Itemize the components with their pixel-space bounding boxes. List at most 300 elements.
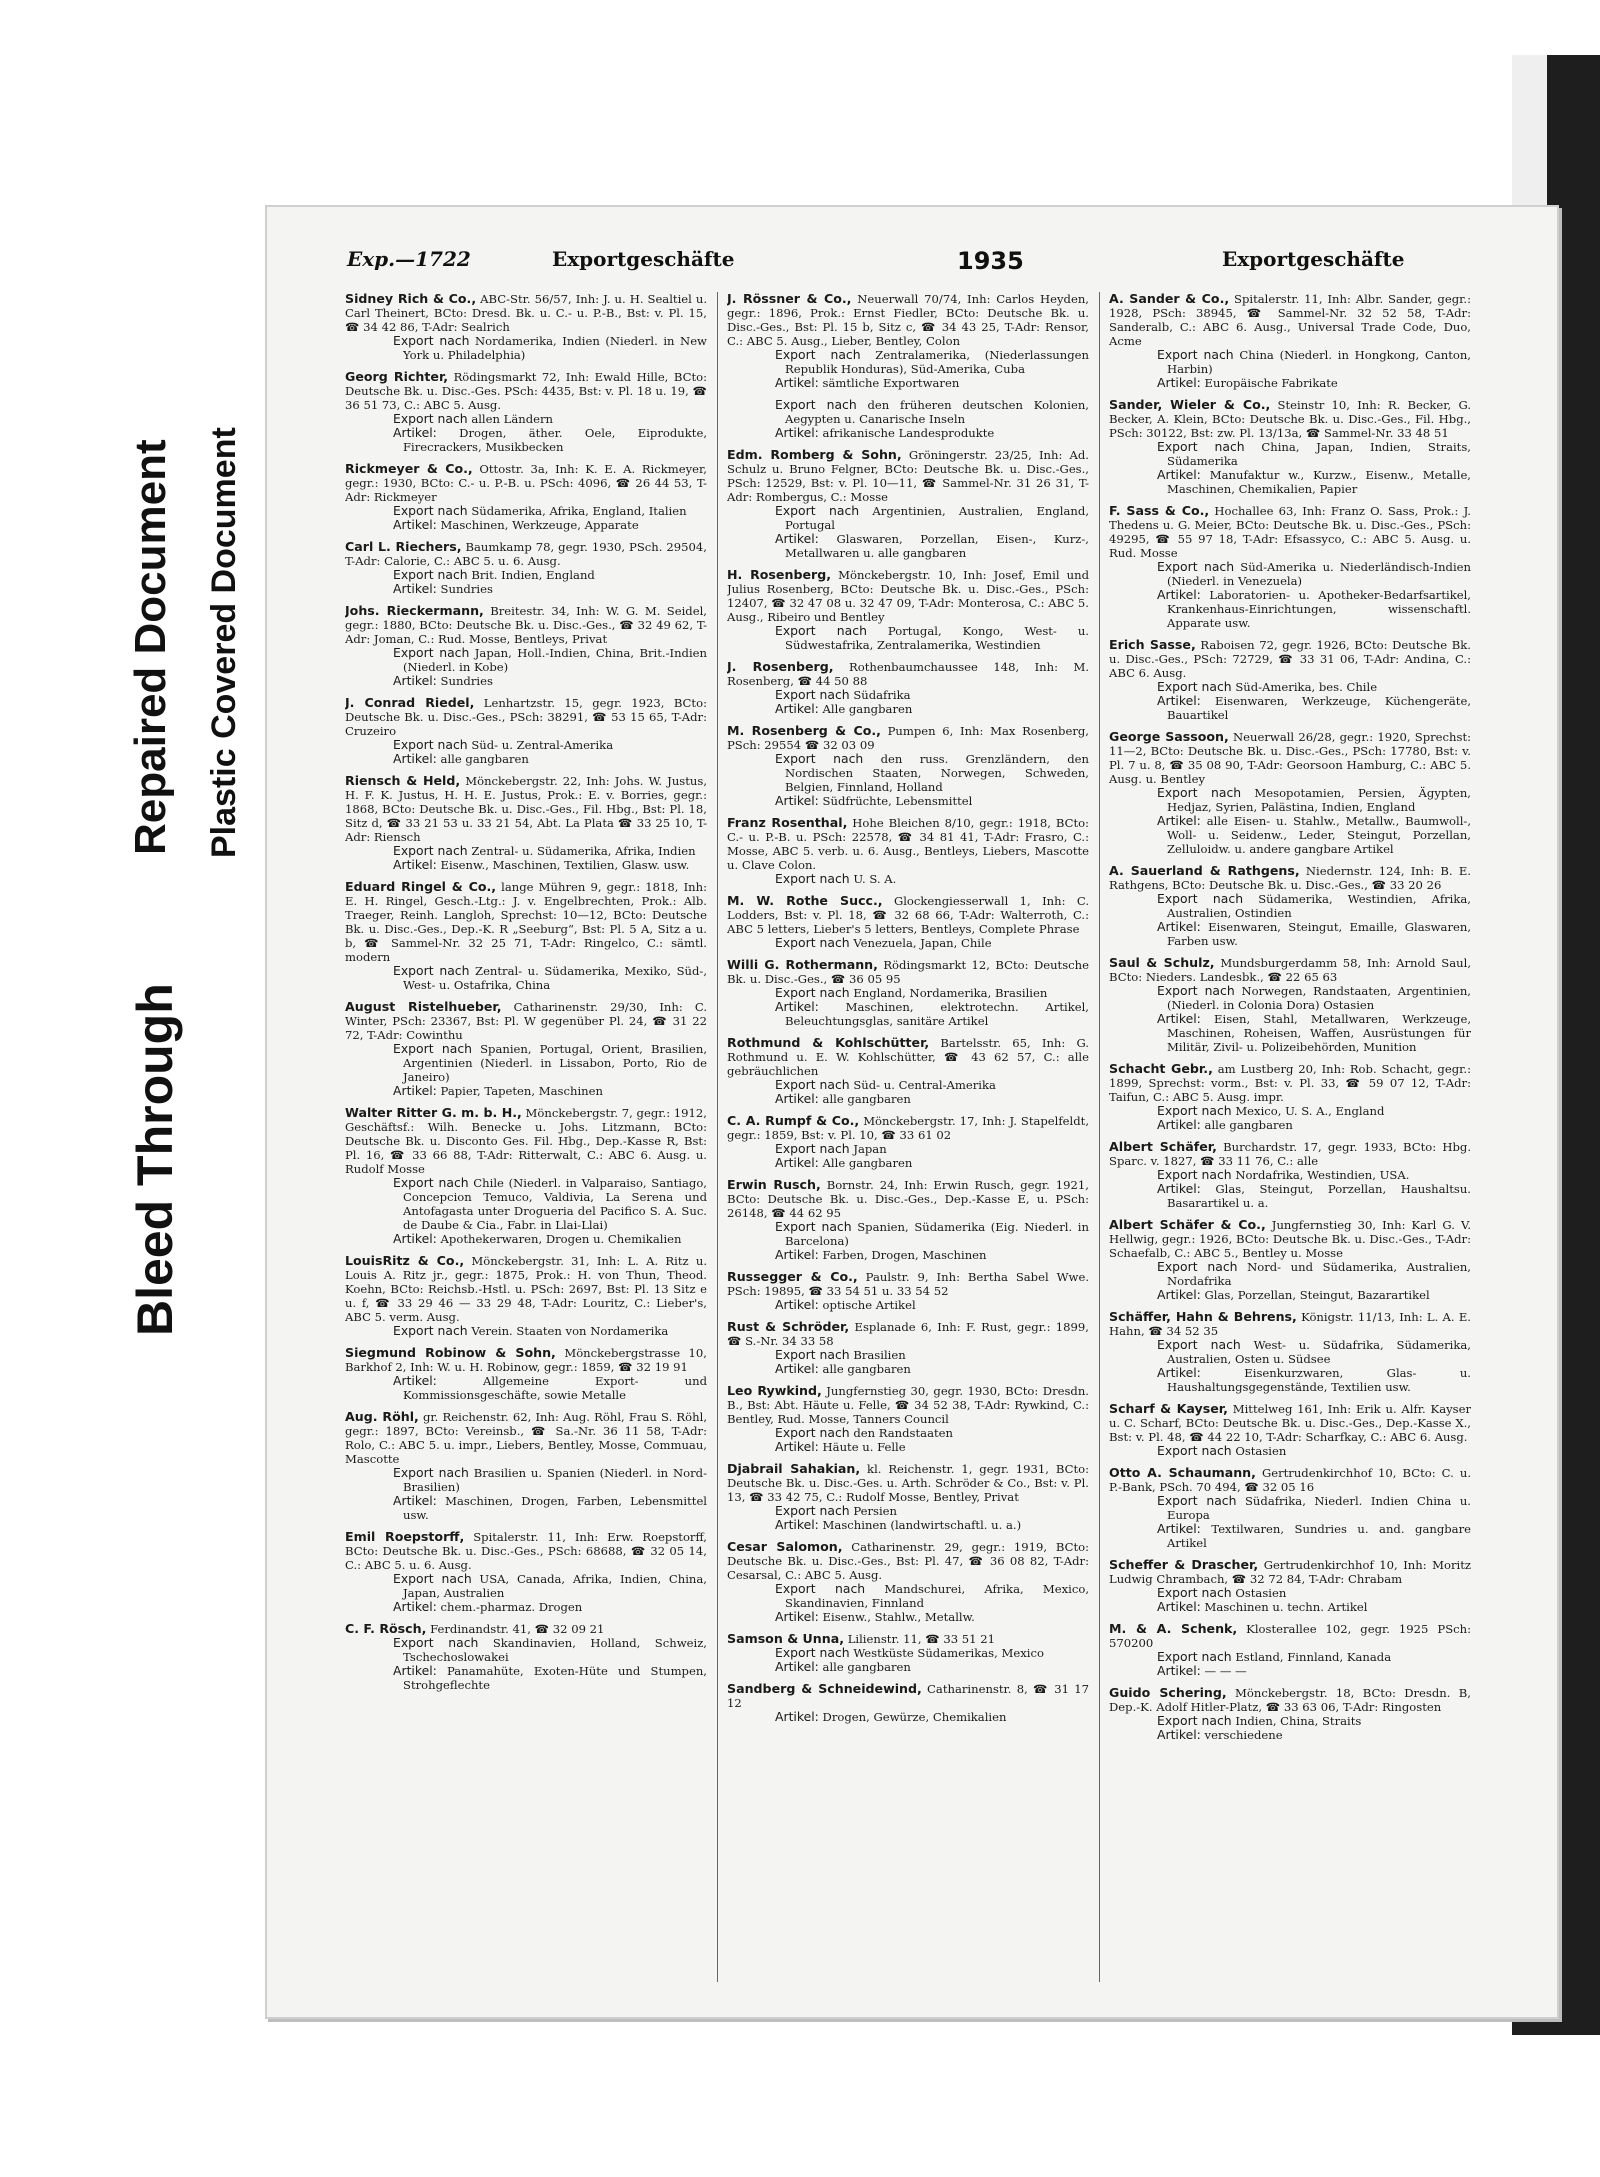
article-list: Glas, Steingut, Porzellan, Haushaltsu. Basarartikel u. a. bbox=[1167, 1182, 1471, 1210]
entry-header bbox=[1109, 1062, 1471, 1104]
entry-header bbox=[727, 1682, 1089, 1710]
entry-header bbox=[1109, 1402, 1471, 1444]
directory-entry bbox=[1109, 1466, 1471, 1550]
company-details: Mönckebergstr. 18, BCto: Dresdn. B, Dep.-K. Adolf Hitler-Platz, ☎ 33 63 06, T-Adr: Ringosten bbox=[1109, 1686, 1471, 1714]
company-details: Esplanade 6, Inh: F. Rust, gegr.: 1899, ☎ S.-Nr. 34 33 58 bbox=[727, 1320, 1089, 1348]
export-destinations: Südafrika bbox=[853, 688, 911, 702]
article-list: alle gangbaren bbox=[822, 1362, 911, 1376]
directory-entry bbox=[345, 696, 707, 766]
directory-page bbox=[265, 205, 1559, 2019]
article-list: Europäische Fabrikate bbox=[1204, 376, 1338, 390]
page-reference: Exp.—1722 bbox=[347, 247, 471, 271]
company-details: Gröningerstr. 23/25, Inh: Ad. Schulz u. Bruno Felgner, BCto: Deutsche Bk. u. Disc.-Ges., PSch: 12529, Bst: v. Pl. 10—11, ☎ Sammel-Nr. 31 26 31, T-Adr: Rombergus, C.: Mosse bbox=[727, 448, 1089, 504]
export-label: Export nach bbox=[1157, 1649, 1232, 1664]
export-label: Export nach bbox=[775, 623, 867, 638]
export-destinations-line bbox=[1119, 1104, 1471, 1118]
entry-header bbox=[345, 1000, 707, 1042]
company-details: Catharinenstr. 8, ☎ 31 17 12 bbox=[727, 1682, 1089, 1710]
entry-header bbox=[727, 1540, 1089, 1582]
export-destinations: Japan, Holl.-Indien, China, Brit.-Indien (Niederl. in Kobe) bbox=[403, 646, 707, 674]
entry-header bbox=[1109, 292, 1471, 348]
export-label: Export nach bbox=[393, 1041, 473, 1056]
company-name: Albert Schäfer, bbox=[1109, 1139, 1217, 1154]
article-list-line bbox=[1119, 694, 1471, 722]
artikel-label: Artikel: bbox=[775, 1091, 819, 1106]
entry-header bbox=[345, 1410, 707, 1466]
export-destinations: Persien bbox=[853, 1504, 897, 1518]
article-list: Manufaktur w., Kurzw., Eisenw., Metalle, Maschinen, Chemikalien, Papier bbox=[1167, 468, 1471, 496]
entry-header bbox=[1109, 1558, 1471, 1586]
export-destinations: Chile (Niederl. in Valparaiso, Santiago, Concepcion Temuco, Valdivia, La Serena und Antofagasta unter Drogueria del Pacifico S. A. Suc. de Daube & Cia., Fabr. in Llai-Llai) bbox=[403, 1176, 707, 1232]
export-label: Export nach bbox=[1157, 1337, 1241, 1352]
directory-entry bbox=[345, 1410, 707, 1522]
company-name: Rust & Schröder, bbox=[727, 1319, 850, 1334]
company-details: Hochallee 63, Inh: Franz O. Sass, Prok.: J. Thedens u. G. Meier, BCto: Deutsche Bk. u. Disc.-Ges., PSch: 49295, ☎ 55 97 18, T-Adr: Efsassyco, C.: ABC 5. Ausg. u. Rud. Mosse bbox=[1109, 504, 1471, 560]
export-destinations: Estland, Finnland, Kanada bbox=[1235, 1650, 1392, 1664]
company-details: Klosterallee 102, gegr. 1925 PSch: 570200 bbox=[1109, 1622, 1471, 1650]
export-label: Export nach bbox=[1157, 1713, 1232, 1728]
article-list: verschiedene bbox=[1204, 1728, 1283, 1742]
article-list-line bbox=[737, 1440, 1089, 1454]
artikel-label: Artikel: bbox=[393, 857, 437, 872]
entry-header bbox=[727, 958, 1089, 986]
entry-header bbox=[345, 1622, 707, 1636]
company-name: Schäffer, Hahn & Behrens, bbox=[1109, 1309, 1297, 1324]
export-destinations: Nordafrika, Westindien, USA. bbox=[1235, 1168, 1410, 1182]
repaired-document-label: Repaired Document bbox=[126, 439, 175, 855]
company-details: Ottostr. 3a, Inh: K. E. A. Rickmeyer, gegr.: 1930, BCto: C.- u. P.-B. u. PSch: 4096, ☎ 26 44 53, T-Adr: Rickmeyer bbox=[345, 462, 707, 504]
article-list-line bbox=[355, 858, 707, 872]
export-label: Export nach bbox=[1157, 1493, 1237, 1508]
company-name: J. Rössner & Co., bbox=[727, 292, 852, 306]
article-list: optische Artikel bbox=[822, 1298, 916, 1312]
export-destinations-line bbox=[355, 1466, 707, 1494]
article-list-line bbox=[1119, 468, 1471, 496]
artikel-label: Artikel: bbox=[1157, 813, 1201, 828]
article-list-line bbox=[1119, 1600, 1471, 1614]
directory-entry bbox=[345, 1106, 707, 1246]
article-list-line bbox=[355, 1600, 707, 1614]
artikel-label: Artikel: bbox=[1157, 1365, 1201, 1380]
company-details: Niedernstr. 124, Inh: B. E. Rathgens, BCto: Deutsche Bk. u. Disc.-Ges., ☎ 33 20 26 bbox=[1109, 864, 1471, 892]
article-list: Allgemeine Export- und Kommissionsgeschäfte, sowie Metalle bbox=[403, 1374, 707, 1402]
company-details: Jungfernstieg 30, Inh: Karl G. V. Hellwig, gegr.: 1926, BCto: Deutsche Bk. u. Disc.-Ges., T-Adr: Schaefalb, C.: ABC 5., Bentley u. Mosse bbox=[1109, 1218, 1471, 1260]
export-destinations: Venezuela, Japan, Chile bbox=[853, 936, 992, 950]
company-name: Guido Schering, bbox=[1109, 1685, 1227, 1700]
company-name: Willi G. Rothermann, bbox=[727, 957, 878, 972]
directory-entry bbox=[727, 1682, 1089, 1724]
article-list: alle gangbaren bbox=[1204, 1118, 1293, 1132]
export-label: Export nach bbox=[775, 687, 850, 702]
directory-entry bbox=[345, 880, 707, 992]
company-name: Rickmeyer & Co., bbox=[345, 461, 473, 476]
article-list-line bbox=[1119, 814, 1471, 856]
company-name: Eduard Ringel & Co., bbox=[345, 879, 497, 894]
artikel-label: Artikel: bbox=[775, 999, 819, 1014]
entry-header bbox=[1109, 1622, 1471, 1650]
directory-entry bbox=[1109, 730, 1471, 856]
entry-header bbox=[1109, 1466, 1471, 1494]
export-destinations-line bbox=[355, 844, 707, 858]
export-destinations-line bbox=[1119, 1260, 1471, 1288]
export-label: Export nach bbox=[393, 333, 470, 348]
export-destinations-line bbox=[737, 1646, 1089, 1660]
export-destinations: den russ. Grenzländern, den Nordischen Staaten, Norwegen, Schweden, Belgien, Finnland, Holland bbox=[785, 752, 1089, 794]
article-list: Glaswaren, Porzellan, Eisen-, Kurz-, Metallwaren u. alle gangbaren bbox=[785, 532, 1089, 560]
company-name: Samson & Unna, bbox=[727, 1631, 844, 1646]
entry-header bbox=[727, 1462, 1089, 1504]
entry-columns bbox=[345, 292, 1490, 1992]
export-destinations: England, Nordamerika, Brasilien bbox=[853, 986, 1048, 1000]
company-name: Siegmund Robinow & Sohn, bbox=[345, 1345, 556, 1360]
directory-entry bbox=[1109, 956, 1471, 1054]
company-details: Mundsburgerdamm 58, Inh: Arnold Saul, BCto: Nieders. Landesbk., ☎ 22 65 63 bbox=[1109, 956, 1471, 984]
artikel-label: Artikel: bbox=[1157, 587, 1201, 602]
artikel-label: Artikel: bbox=[775, 1439, 819, 1454]
directory-entry bbox=[727, 1384, 1089, 1454]
entry-header bbox=[727, 1320, 1089, 1348]
entry-header bbox=[727, 1114, 1089, 1142]
company-details: Mönckebergstr. 7, gegr.: 1912, Geschäftsf.: Wilh. Benecke u. Johs. Litzmann, BCto: Deutsche Bk. u. Disconto Ges. Fil. Hbg., Dep.-Kasse R, Bst: Pl. 16, ☎ 33 66 88, T-Adr: Ritterwalt, C.: ABC 6. Ausg. u. Rudolf Mosse bbox=[345, 1106, 707, 1176]
export-destinations-line bbox=[355, 1042, 707, 1084]
company-details: Mönckebergstr. 10, Inh: Josef, Emil und Julius Rosenberg, BCto: Deutsche Bk. u. Disc.-Ges., PSch: 12407, ☎ 32 47 08 u. 32 47 09, T-Adr: Monterosa, C.: ABC 5. Ausg., Ribeiro und Bentley bbox=[727, 568, 1089, 624]
article-list-line bbox=[737, 1518, 1089, 1532]
company-details: Catharinenstr. 29, gegr.: 1919, BCto: Deutsche Bk. u. Disc.-Ges., Bst: Pl. 47, ☎ 36 08 82, T-Adr: Cesarsal, C.: ABC 5. Ausg. bbox=[727, 1540, 1089, 1582]
company-name: Georg Richter, bbox=[345, 369, 449, 384]
directory-entry bbox=[345, 1346, 707, 1402]
artikel-label: Artikel: bbox=[393, 517, 437, 532]
article-list: chem.-pharmaz. Drogen bbox=[440, 1600, 583, 1614]
entry-header bbox=[1109, 504, 1471, 560]
export-label: Export nach bbox=[393, 1571, 472, 1586]
company-name: Otto A. Schaumann, bbox=[1109, 1465, 1256, 1480]
artikel-label: Artikel: bbox=[1157, 1599, 1201, 1614]
directory-entry bbox=[345, 1530, 707, 1614]
section-title-right: Exportgeschäfte bbox=[1222, 247, 1405, 271]
artikel-label: Artikel: bbox=[393, 1083, 437, 1098]
export-destinations: Japan bbox=[853, 1142, 887, 1156]
directory-entry bbox=[727, 1540, 1089, 1624]
company-details: Gertrudenkirchhof 10, BCto: C. u. P.-Bank, PSch. 70 494, ☎ 32 05 16 bbox=[1109, 1466, 1471, 1494]
article-list-line bbox=[1119, 1728, 1471, 1742]
year-heading: 1935 bbox=[957, 247, 1024, 275]
artikel-label: Artikel: bbox=[1157, 1663, 1201, 1678]
company-details: Bornstr. 24, Inh: Erwin Rusch, gegr. 1921, BCto: Deutsche Bk. u. Disc.-Ges., Dep.-Kasse E, u. PSch: 26148, ☎ 44 62 95 bbox=[727, 1178, 1089, 1220]
export-destinations: Zentral- u. Südamerika, Afrika, Indien bbox=[471, 844, 696, 858]
company-name: J. Conrad Riedel, bbox=[345, 695, 475, 710]
company-details: Ferdinandstr. 41, ☎ 32 09 21 bbox=[430, 1622, 605, 1636]
directory-entry bbox=[1109, 1218, 1471, 1302]
company-details: Lilienstr. 11, ☎ 33 51 21 bbox=[847, 1632, 995, 1646]
article-list: Drogen, Gewürze, Chemikalien bbox=[822, 1710, 1007, 1724]
article-list: — — — bbox=[1204, 1664, 1247, 1678]
section-title-left: Exportgeschäfte bbox=[552, 247, 735, 271]
scan-frame-tab bbox=[1512, 55, 1547, 205]
artikel-label: Artikel: bbox=[775, 1155, 819, 1170]
export-destinations-line bbox=[355, 738, 707, 752]
article-list-line bbox=[1119, 1182, 1471, 1210]
export-destinations-line bbox=[1119, 1168, 1471, 1182]
article-list: Maschinen, Werkzeuge, Apparate bbox=[440, 518, 639, 532]
company-name: Cesar Salomon, bbox=[727, 1539, 843, 1554]
artikel-label: Artikel: bbox=[393, 1231, 437, 1246]
article-list: Eisenwaren, Werkzeuge, Küchengeräte, Bauartikel bbox=[1167, 694, 1471, 722]
export-destinations-line bbox=[737, 688, 1089, 702]
export-destinations-line bbox=[355, 964, 707, 992]
artikel-label: Artikel: bbox=[393, 1599, 437, 1614]
export-destinations: Süd- u. Zentral-Amerika bbox=[471, 738, 614, 752]
company-name: Sandberg & Schneidewind, bbox=[727, 1681, 922, 1696]
article-list-line bbox=[737, 532, 1089, 560]
entry-header bbox=[345, 292, 707, 334]
directory-entry bbox=[345, 1000, 707, 1098]
export-destinations-line bbox=[1119, 680, 1471, 694]
entry-header bbox=[345, 1106, 707, 1176]
artikel-label: Artikel: bbox=[1157, 1117, 1201, 1132]
export-label: Export nach bbox=[775, 935, 850, 950]
artikel-label: Artikel: bbox=[775, 701, 819, 716]
entry-header bbox=[727, 1036, 1089, 1078]
company-details: Königstr. 11/13, Inh: L. A. E. Hahn, ☎ 34 52 35 bbox=[1109, 1310, 1471, 1338]
directory-entry bbox=[1109, 504, 1471, 630]
company-details: Mönckebergstr. 17, Inh: J. Stapelfeldt, gegr.: 1859, Bst: v. Pl. 10, ☎ 33 61 02 bbox=[727, 1114, 1089, 1142]
export-destinations-line bbox=[1119, 984, 1471, 1012]
entry-header bbox=[727, 448, 1089, 504]
export-destinations: Brasilien u. Spanien (Niederl. in Nord-Brasilien) bbox=[403, 1466, 707, 1494]
artikel-label: Artikel: bbox=[775, 1361, 819, 1376]
article-list: alle gangbaren bbox=[440, 752, 529, 766]
export-destinations-line bbox=[1119, 1650, 1471, 1664]
entry-header bbox=[727, 1384, 1089, 1426]
export-destinations: U. S. A. bbox=[853, 872, 897, 886]
directory-entry bbox=[727, 398, 1089, 440]
company-name: Saul & Schulz, bbox=[1109, 955, 1215, 970]
export-destinations-line bbox=[1119, 560, 1471, 588]
article-list-line bbox=[737, 702, 1089, 716]
article-list: Drogen, äther. Oele, Eiprodukte, Firecrackers, Musikbecken bbox=[403, 426, 707, 454]
article-list: Maschinen (landwirtschaftl. u. a.) bbox=[822, 1518, 1022, 1532]
directory-entry bbox=[1109, 398, 1471, 496]
company-name: Leo Rywkind, bbox=[727, 1383, 822, 1398]
directory-entry bbox=[727, 1270, 1089, 1312]
article-list: alle Eisen- u. Stahlw., Metallw., Baumwoll-, Woll- u. Seidenw., Leder, Steingut, Porzellan, Zelluloidw. u. andere gangbare Artikel bbox=[1167, 814, 1471, 856]
artikel-label: Artikel: bbox=[1157, 1287, 1201, 1302]
export-destinations-line bbox=[737, 1220, 1089, 1248]
entry-header bbox=[1109, 1218, 1471, 1260]
company-details: Steinstr 10, Inh: R. Becker, G. Becker, A. Klein, BCto: Deutsche Bk. u. Disc.-Ges., Fil. Hbg., PSch: 30122, Bst: zw. Pl. 13/13a, ☎ Sammel-Nr. 33 48 51 bbox=[1109, 398, 1471, 440]
company-details: Mönckebergstr. 31, Inh: L. A. Ritz u. Louis A. Ritz jr., gegr.: 1875, Prok.: H. von Thun, Theod. Koehn, BCto: Reichsb.-Hstl. u. PSch: 2697, Bst: Pl. 13 Sitz e u. f, ☎ 33 29 46 — 33 29 48, T-Adr: Louritz, C.: Lieber's, ABC 5. verm. Ausg. bbox=[345, 1254, 707, 1324]
article-list: alle gangbaren bbox=[822, 1660, 911, 1674]
export-destinations: Nord- und Südamerika, Australien, Nordafrika bbox=[1167, 1260, 1471, 1288]
company-details: Catharinenstr. 29/30, Inh: C. Winter, PSch: 23367, Bst: Pl. W gegenüber Pl. 24, ☎ 31 22 72, T-Adr: Cowinthu bbox=[345, 1000, 707, 1042]
company-name: Emil Roepstorff, bbox=[345, 1529, 465, 1544]
directory-entry bbox=[345, 462, 707, 532]
entry-header bbox=[345, 370, 707, 412]
export-destinations-line bbox=[355, 568, 707, 582]
entry-header bbox=[345, 604, 707, 646]
export-destinations: Argentinien, Australien, England, Portugal bbox=[785, 504, 1089, 532]
entry-header bbox=[1109, 638, 1471, 680]
company-details: Rödingsmarkt 12, BCto: Deutsche Bk. u. Disc.-Ges., ☎ 36 05 95 bbox=[727, 958, 1089, 986]
entry-header bbox=[1109, 1140, 1471, 1168]
article-list-line bbox=[737, 1298, 1089, 1312]
company-details: Hohe Bleichen 8/10, gegr.: 1918, BCto: C.- u. P.-B. u. PSch: 22578, ☎ 34 81 41, T-Adr: Frasro, C.: Mosse, ABC 5. verb. u. 6. Ausg., Bentleys, Liebers, Mascotte u. Clave Colon. bbox=[727, 816, 1089, 872]
export-label: Export nach bbox=[393, 737, 468, 752]
article-list-line bbox=[737, 794, 1089, 808]
export-destinations-line bbox=[1119, 786, 1471, 814]
page-header bbox=[347, 247, 1487, 283]
directory-entry bbox=[727, 1320, 1089, 1376]
article-list: alle gangbaren bbox=[822, 1092, 911, 1106]
article-list-line bbox=[355, 1084, 707, 1098]
company-name: Johs. Rieckermann, bbox=[345, 603, 484, 618]
export-destinations: Brit. Indien, England bbox=[471, 568, 595, 582]
article-list-line bbox=[737, 1000, 1089, 1028]
article-list: Südfrüchte, Lebensmittel bbox=[822, 794, 973, 808]
directory-entry bbox=[1109, 1062, 1471, 1132]
directory-entry bbox=[345, 292, 707, 362]
article-list-line bbox=[737, 1362, 1089, 1376]
export-label: Export nach bbox=[1157, 439, 1245, 454]
company-name: Sidney Rich & Co., bbox=[345, 292, 477, 306]
company-details: Glockengiesserwall 1, Inh: C. Lodders, Bst: v. Pl. 18, ☎ 32 68 66, T-Adr: Walterroth, C.: ABC 5 letters, Lieber's 5 letters, Bentleys, Complete Phrase bbox=[727, 894, 1089, 936]
column-2 bbox=[727, 292, 1089, 1992]
export-destinations-line bbox=[1119, 1444, 1471, 1458]
export-destinations: Mexico, U. S. A., England bbox=[1235, 1104, 1385, 1118]
entry-header bbox=[727, 1178, 1089, 1220]
export-destinations-line bbox=[1119, 1338, 1471, 1366]
directory-entry bbox=[727, 1462, 1089, 1532]
export-destinations-line bbox=[355, 1324, 707, 1338]
export-label: Export nach bbox=[775, 871, 850, 886]
export-destinations-line bbox=[1119, 1494, 1471, 1522]
article-list: Maschinen, elektrotechn. Artikel, Beleuchtungsglas, sanitäre Artikel bbox=[785, 1000, 1089, 1028]
export-destinations: Südamerika, Westindien, Afrika, Australien, Ostindien bbox=[1167, 892, 1471, 920]
export-destinations: USA, Canada, Afrika, Indien, China, Japan, Australien bbox=[403, 1572, 707, 1600]
export-destinations-line bbox=[355, 1176, 707, 1232]
article-list-line bbox=[737, 1710, 1089, 1724]
export-destinations: Portugal, Kongo, West- u. Südwestafrika, Zentralamerika, Westindien bbox=[785, 624, 1089, 652]
export-destinations-line bbox=[355, 1572, 707, 1600]
company-details: ABC-Str. 56/57, Inh: J. u. H. Sealtiel u. Carl Theinert, BCto: Dresd. Bk. u. C.- u. P.-B., Bst: v. Pl. 15, ☎ 34 42 86, T-Adr: Sealrich bbox=[345, 292, 707, 334]
export-label: Export nach bbox=[775, 347, 861, 362]
company-name: Erich Sasse, bbox=[1109, 637, 1196, 652]
article-list-line bbox=[737, 1660, 1089, 1674]
artikel-label: Artikel: bbox=[775, 1297, 819, 1312]
company-details: Spitalerstr. 11, Inh: Erw. Roepstorff, BCto: Deutsche Bk. u. Disc.-Ges., PSch: 68688, ☎ 32 05 14, C.: ABC 5. u. 6. Ausg. bbox=[345, 1530, 707, 1572]
artikel-label: Artikel: bbox=[393, 581, 437, 596]
artikel-label: Artikel: bbox=[775, 531, 819, 546]
article-list-line bbox=[1119, 920, 1471, 948]
artikel-label: Artikel: bbox=[775, 375, 819, 390]
company-name: J. Rosenberg, bbox=[727, 659, 834, 674]
export-label: Export nach bbox=[775, 1141, 850, 1156]
company-details: Baumkamp 78, gegr. 1930, PSch. 29504, T-Adr: Calorie, C.: ABC 5. u. 6. Ausg. bbox=[345, 540, 707, 568]
company-details: Mönckebergstrasse 10, Barkhof 2, Inh: W. u. H. Robinow, gegr.: 1859, ☎ 32 19 91 bbox=[345, 1346, 707, 1374]
export-label: Export nach bbox=[775, 503, 860, 518]
company-name: F. Sass & Co., bbox=[1109, 503, 1210, 518]
export-destinations-line bbox=[737, 624, 1089, 652]
export-destinations-line bbox=[355, 504, 707, 518]
company-details: Lenhartzstr. 15, gegr. 1923, BCto: Deutsche Bk. u. Disc.-Ges., PSch: 38291, ☎ 53 15 65, T-Adr: Cruzeiro bbox=[345, 696, 707, 738]
company-details: Spitalerstr. 11, Inh: Albr. Sander, gegr.: 1928, PSch: 38945, ☎ Sammel-Nr. 32 52 58, T-Adr: Sanderalb, C.: ABC 6. Ausg., Universal Trade Code, Duo, Acme bbox=[1109, 292, 1471, 348]
export-destinations-line bbox=[737, 398, 1089, 426]
entry-header bbox=[345, 696, 707, 738]
company-details: gr. Reichenstr. 62, Inh: Aug. Röhl, Frau S. Röhl, gegr.: 1897, BCto: Vereinsb., ☎ Sa.-Nr. 36 11 58, T-Adr: Rolo, C.: ABC 5. u. impr., Liebers, Bentley, Mosse, Commuau, Mascotte bbox=[345, 1410, 707, 1466]
export-label: Export nach bbox=[1157, 559, 1235, 574]
article-list-line bbox=[355, 582, 707, 596]
company-name: Russegger & Co., bbox=[727, 1269, 858, 1284]
company-name: Walter Ritter G. m. b. H., bbox=[345, 1105, 522, 1120]
export-destinations-line bbox=[737, 1426, 1089, 1440]
company-name: Schacht Gebr., bbox=[1109, 1061, 1213, 1076]
artikel-label: Artikel: bbox=[1157, 467, 1201, 482]
directory-entry bbox=[727, 660, 1089, 716]
artikel-label: Artikel: bbox=[775, 1247, 819, 1262]
article-list-line bbox=[355, 1494, 707, 1522]
export-label: Export nach bbox=[775, 1077, 850, 1092]
artikel-label: Artikel: bbox=[775, 1517, 819, 1532]
directory-entry bbox=[1109, 1686, 1471, 1742]
entry-header bbox=[1109, 398, 1471, 440]
bleed-through-label: Bleed Through bbox=[127, 983, 183, 1336]
company-details: lange Mühren 9, gegr.: 1818, Inh: E. H. Ringel, Gesch.-Ltg.: J. v. Engelbrechten, Prok.: Alb. Traeger, Reinh. Langloh, Sprechst: 10—12, BCto: Deutsche Bk. u. Disc.-Ges., Dep.-K. R „Seeburg“, Bst: Pl. 5 A, Sitz a u. b, ☎ Sammel-Nr. 32 25 71, T-Adr: Ringelco, C.: sämtl. modern bbox=[345, 880, 707, 964]
column-rule bbox=[717, 292, 718, 1982]
company-details: Neuerwall 70/74, Inh: Carlos Heyden, gegr.: 1896, Prok.: Ernst Fiedler, BCto: Deutsche Bk. u. Disc.-Ges., Bst: Pl. 15 b, Sitz c, ☎ 34 43 25, T-Adr: Rensor, C.: ABC 5. Ausg., Lieber, Bentley, Colon bbox=[727, 292, 1089, 348]
export-destinations: Nordamerika, Indien (Niederl. in New York u. Philadelphia) bbox=[403, 334, 707, 362]
directory-entry bbox=[1109, 1402, 1471, 1458]
export-label: Export nach bbox=[393, 503, 468, 518]
company-name: Franz Rosenthal, bbox=[727, 815, 848, 830]
artikel-label: Artikel: bbox=[393, 1373, 437, 1388]
export-label: Export nach bbox=[393, 1635, 479, 1650]
directory-entry bbox=[727, 292, 1089, 390]
export-label: Export nach bbox=[775, 1425, 850, 1440]
export-destinations-line bbox=[737, 504, 1089, 532]
directory-entry bbox=[1109, 638, 1471, 722]
article-list-line bbox=[1119, 1522, 1471, 1550]
article-list: Textilwaren, Sundries u. and. gangbare Artikel bbox=[1167, 1522, 1471, 1550]
export-destinations: Indien, China, Straits bbox=[1235, 1714, 1362, 1728]
export-destinations-line bbox=[355, 334, 707, 362]
article-list: Sundries bbox=[440, 674, 493, 688]
export-label: Export nach bbox=[1157, 785, 1242, 800]
article-list-line bbox=[737, 426, 1089, 440]
export-destinations-line bbox=[737, 1582, 1089, 1610]
company-details: Jungfernstieg 30, gegr. 1930, BCto: Dresdn. B., Bst: Abt. Häute u. Felle, ☎ 34 52 38, T-Adr: Rywkind, C.: Bentley, Rud. Mosse, Tanners Council bbox=[727, 1384, 1089, 1426]
artikel-label: Artikel: bbox=[393, 1493, 437, 1508]
article-list-line bbox=[737, 1092, 1089, 1106]
entry-header bbox=[727, 1270, 1089, 1298]
export-destinations: Süd-Amerika, bes. Chile bbox=[1235, 680, 1378, 694]
export-destinations-line bbox=[737, 1142, 1089, 1156]
article-list: Panamahüte, Exoten-Hüte und Stumpen, Strohgeflechte bbox=[403, 1664, 707, 1692]
export-destinations-line bbox=[355, 412, 707, 426]
entry-header bbox=[345, 774, 707, 844]
company-name: LouisRitz & Co., bbox=[345, 1253, 465, 1268]
company-name: Carl L. Riechers, bbox=[345, 539, 462, 554]
export-label: Export nach bbox=[393, 567, 468, 582]
entry-header bbox=[727, 660, 1089, 688]
company-details: Mittelweg 161, Inh: Erik u. Alfr. Kayser u. C. Scharf, BCto: Deutsche Bk. u. Disc.-Ges., Dep.-Kasse X., Bst: v. Pl. 48, ☎ 44 22 10, T-Adr: Scharfkay, C.: ABC 6. Ausg. bbox=[1109, 1402, 1471, 1444]
export-destinations: Mesopotamien, Persien, Ägypten, Hedjaz, Syrien, Palästina, Indien, England bbox=[1167, 786, 1471, 814]
artikel-label: Artikel: bbox=[775, 793, 819, 808]
export-label: Export nach bbox=[1157, 679, 1232, 694]
directory-entry bbox=[1109, 1558, 1471, 1614]
entry-header bbox=[345, 462, 707, 504]
artikel-label: Artikel: bbox=[1157, 919, 1201, 934]
article-list-line bbox=[355, 674, 707, 688]
